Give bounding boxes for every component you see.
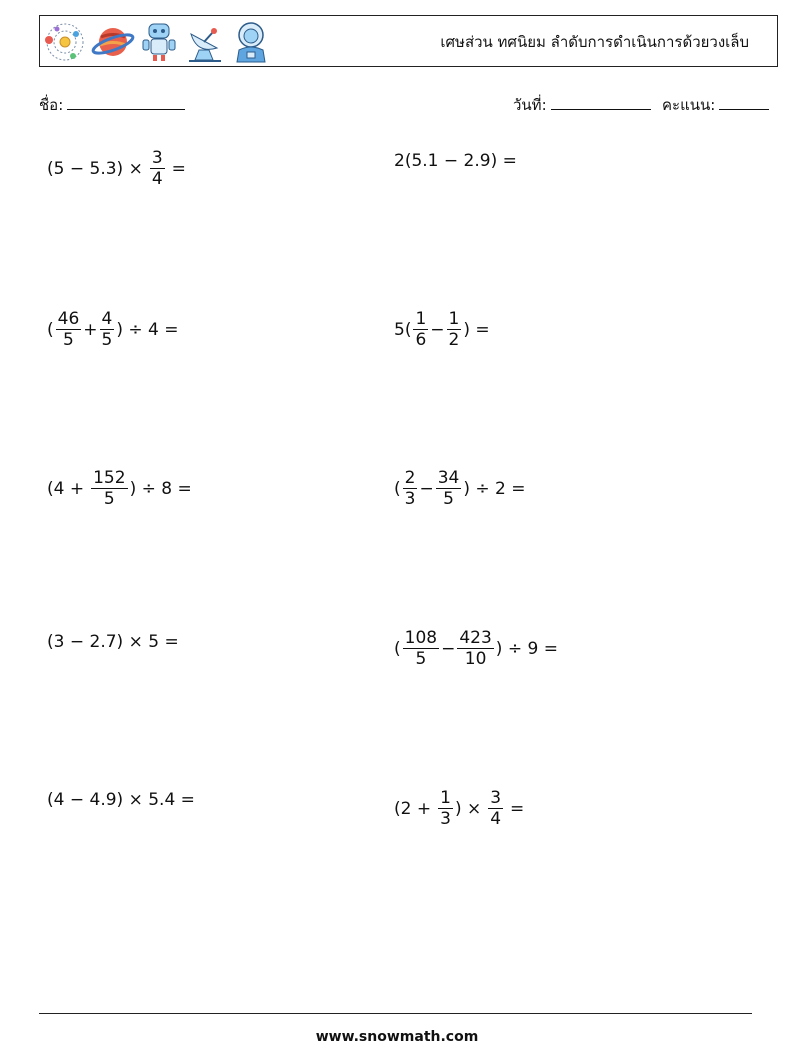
problem-8: ( $\frac{108}{5}$ − $\frac{423}{10}$ ) ÷ 9 = — [394, 628, 558, 669]
equals-sign: = — [171, 158, 186, 179]
fraction: $\frac{3}{4}$ — [151, 148, 163, 189]
header-icons — [43, 19, 271, 65]
fraction: $\frac{46}{5}$ — [57, 309, 80, 350]
footer-divider — [39, 1013, 752, 1014]
fraction: $\frac{1}{2}$ — [448, 309, 460, 350]
fraction: $\frac{1}{3}$ — [440, 788, 451, 829]
problem-9-expression: (4 − 4.9) × 5.4 = — [47, 790, 195, 810]
satellite-dish-icon — [183, 20, 227, 64]
date-field — [513, 93, 651, 117]
problem-3: ( $\frac{46}{5}$ + $\frac{4}{5}$ ) ÷ 4 = — [47, 309, 179, 350]
problem-6: ( $\frac{2}{3}$ − $\frac{34}{5}$ ) ÷ 2 = — [394, 468, 526, 509]
fraction: $\frac{3}{4}$ — [490, 788, 502, 829]
fraction: $\frac{152}{5}$ — [93, 468, 126, 509]
astronaut-icon — [231, 20, 271, 64]
fraction: $\frac{34}{5}$ — [437, 468, 460, 509]
score-label: คะแนน: — [662, 96, 716, 114]
problem-2-expression: 2(5.1 − 2.9) = — [394, 151, 517, 171]
score-field — [662, 93, 769, 117]
problem-1-expression: (5 − 5.3) × — [47, 158, 143, 179]
worksheet-header — [39, 15, 778, 67]
fraction: $\frac{423}{10}$ — [459, 628, 492, 669]
fraction: $\frac{2}{3}$ — [404, 468, 416, 509]
name-label: ชื่อ: — [39, 96, 64, 114]
problem-1 — [47, 148, 186, 189]
problem-5: (4 + $\frac{152}{5}$ ) ÷ 8 = — [47, 468, 192, 509]
name-field — [39, 93, 185, 117]
robot-icon — [139, 20, 179, 64]
name-blank[interactable] — [67, 95, 185, 110]
fraction: $\frac{4}{5}$ — [101, 309, 113, 350]
score-blank[interactable] — [719, 95, 769, 110]
fraction: $\frac{1}{6}$ — [415, 309, 427, 350]
date-blank[interactable] — [551, 95, 651, 110]
problem-9 — [47, 790, 195, 810]
problem-7 — [47, 632, 179, 652]
worksheet-title: เศษส่วน ทศนิยม ลำดับการดำเนินการด้วยวงเล็บ — [440, 33, 749, 51]
problem-10: (2 + $\frac{1}{3}$ ) × $\frac{3}{4}$ = — [394, 788, 525, 829]
planet-icon — [91, 20, 135, 64]
problem-2 — [394, 151, 517, 171]
solar-system-icon — [43, 20, 87, 64]
problem-7-expression: (3 − 2.7) × 5 = — [47, 632, 179, 652]
problem-4: 5( $\frac{1}{6}$ − $\frac{1}{2}$ ) = — [394, 309, 490, 350]
fraction: $\frac{108}{5}$ — [404, 628, 438, 669]
date-label: วันที่: — [513, 96, 547, 114]
footer-url[interactable]: www.snowmath.com — [315, 1029, 479, 1045]
